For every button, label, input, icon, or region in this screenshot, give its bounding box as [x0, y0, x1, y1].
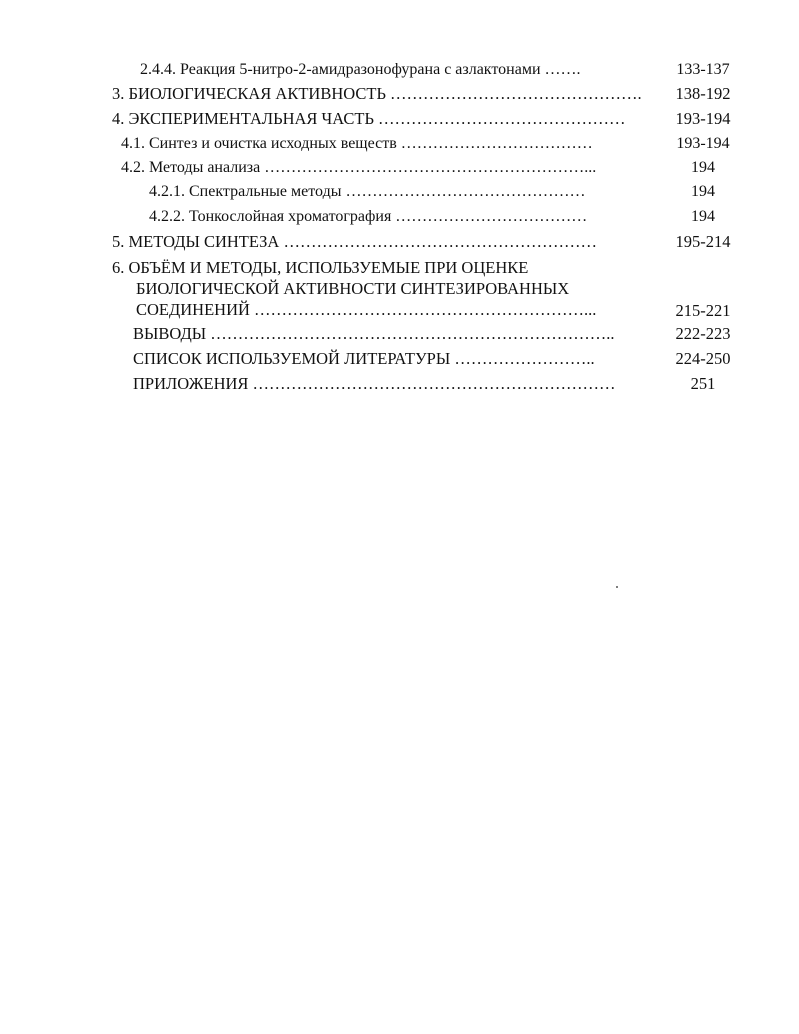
- toc-entry-title: 4.2. Методы анализа ……………………………………………………...: [121, 159, 597, 176]
- toc-entry: [0, 132, 799, 156]
- toc-entry-page: 193-194: [675, 109, 731, 128]
- toc-entry-title: 4.1. Синтез и очистка исходных веществ ………………………………: [121, 135, 593, 152]
- toc-entry: [0, 107, 799, 132]
- toc-entry-page: 222-223: [675, 324, 731, 343]
- toc-entry: [0, 58, 799, 82]
- toc-entry-title: СПИСОК ИСПОЛЬЗУЕМОЙ ЛИТЕРАТУРЫ ……………………..: [133, 349, 595, 368]
- toc-entry-page: 251: [690, 374, 716, 393]
- toc-entry-title-line: СОЕДИНЕНИЙ ……………………………………………………...: [136, 300, 597, 319]
- toc-entry-title: 3. БИОЛОГИЧЕСКАЯ АКТИВНОСТЬ ……………………………………….: [112, 84, 642, 103]
- toc-entry: [0, 82, 799, 107]
- toc-entry-title-line: БИОЛОГИЧЕСКОЙ АКТИВНОСТИ СИНТЕЗИРОВАННЫХ: [136, 279, 570, 298]
- toc-entry: [0, 372, 799, 397]
- toc-entry-title: 2.4.4. Реакция 5-нитро-2-амидразонофурана с азлактонами …….: [140, 61, 581, 78]
- toc-entry: [0, 255, 799, 322]
- toc-entry: [0, 156, 799, 180]
- toc-entry-title-line: 6. ОБЪЁМ И МЕТОДЫ, ИСПОЛЬЗУЕМЫЕ ПРИ ОЦЕНКЕ: [112, 258, 529, 277]
- toc-entry-page: 194: [691, 183, 715, 200]
- toc-entry: [0, 180, 799, 205]
- scan-speck: [616, 586, 618, 588]
- toc-entry: [0, 347, 799, 372]
- toc-entry-title: 5. МЕТОДЫ СИНТЕЗА …………………………………………………: [112, 232, 597, 251]
- toc-entry: [0, 322, 799, 347]
- toc-entry-title: ВЫВОДЫ ………………………………………………………………..: [133, 324, 615, 343]
- toc-entry: [0, 230, 799, 255]
- table-of-contents: [0, 58, 799, 397]
- toc-entry-title: [112, 257, 596, 320]
- toc-entry-title: 4. ЭКСПЕРИМЕНТАЛЬНАЯ ЧАСТЬ ………………………………………: [112, 109, 626, 128]
- toc-entry-page: 133-137: [676, 61, 730, 78]
- toc-entry-title: ПРИЛОЖЕНИЯ …………………………………………………………: [133, 374, 616, 393]
- toc-entry-page: 195-214: [675, 232, 731, 251]
- toc-entry-page: 194: [691, 208, 715, 225]
- toc-entry: [0, 205, 799, 230]
- toc-entry-page: 193-194: [676, 135, 730, 152]
- toc-entry-page: 194: [691, 159, 715, 176]
- toc-entry-title: 4.2.2. Тонкослойная хроматография ………………………………: [149, 208, 588, 225]
- toc-entry-title: 4.2.1. Спектральные методы ………………………………………: [149, 183, 586, 200]
- toc-entry-page: 215-221: [675, 301, 731, 320]
- toc-entry-page: 138-192: [675, 84, 731, 103]
- toc-entry-page: 224-250: [675, 349, 731, 368]
